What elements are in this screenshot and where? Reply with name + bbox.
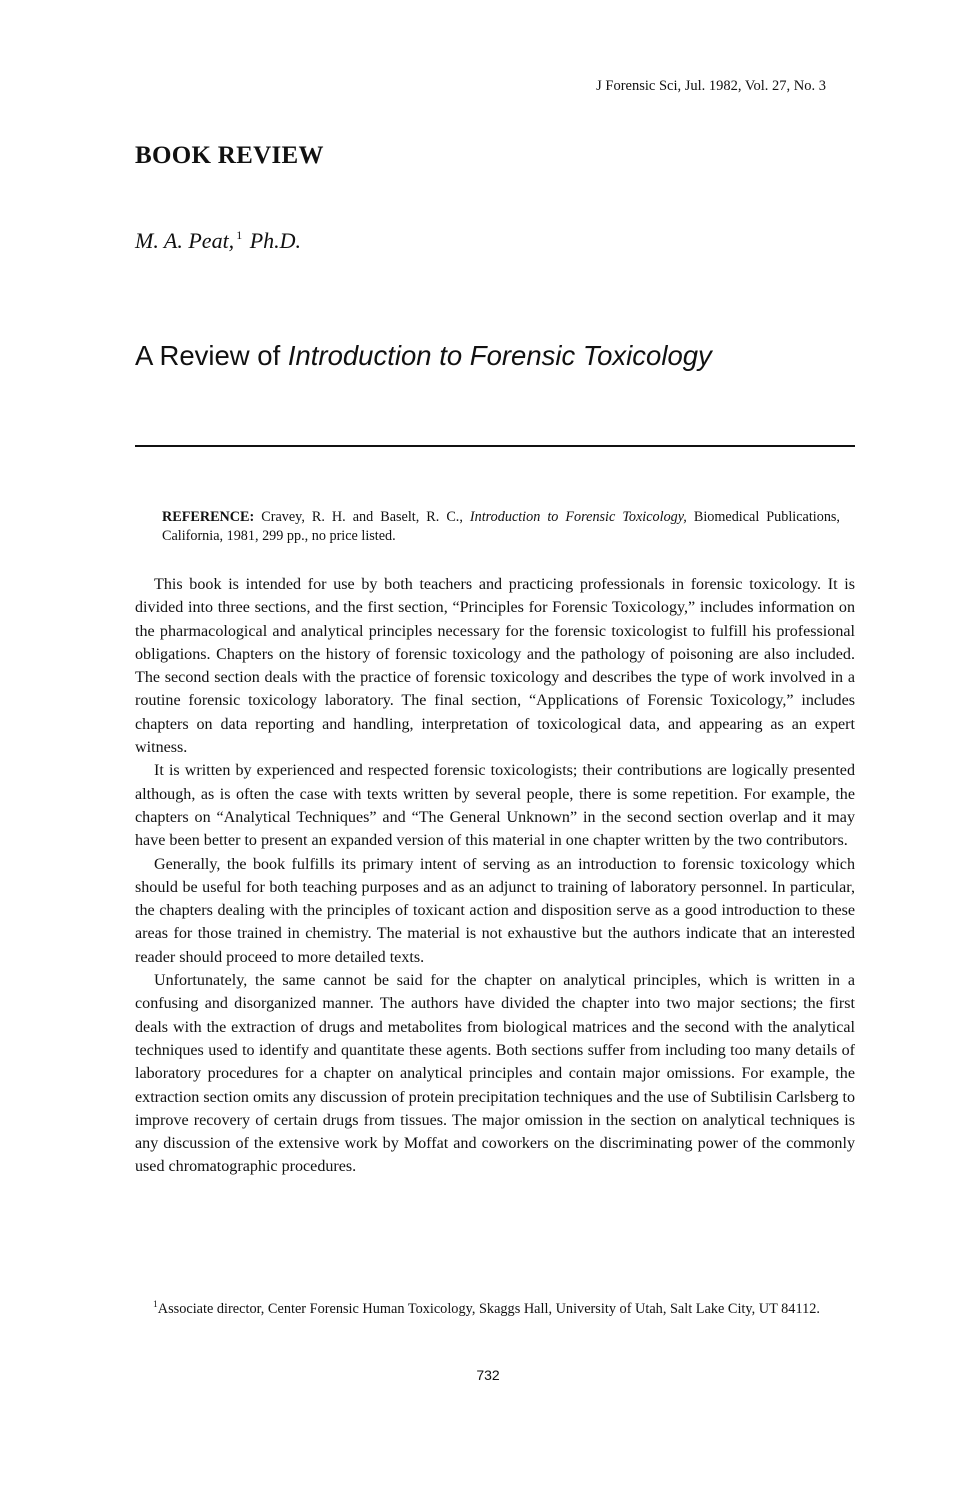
author-degree: Ph.D. xyxy=(249,228,302,253)
author-name: M. A. Peat, xyxy=(135,228,235,253)
reference-book: Introduction to Forensic Toxicology, xyxy=(469,509,687,525)
reference-label: REFERENCE: xyxy=(162,509,255,525)
reference-details: Biomedical Publications, California, 1981, 299 pp., no price listed. xyxy=(162,509,840,544)
page-number: 732 xyxy=(476,1367,500,1383)
author-line xyxy=(135,228,301,254)
title-prefix: A Review of xyxy=(135,340,281,371)
author-footnote-mark: 1 xyxy=(236,228,243,242)
body-paragraph: Unfortunately, the same cannot be said for the chapter on analytical principles, which is written in a confusing and disorganized manner. The authors have divided the chapter into two major sections; the first deals with the extraction of drugs and metabolites from biological matrices and the second with the analytical techniques used to identify and quantitate these agents. Both sections suffer from including too many details of laboratory procedures for a chapter on analytical principles and contain major omissions. For example, the extraction section omits any discussion of protein precipitation techniques and the use of Subtilisin Carlsberg to improve recovery of certain drugs from tissues. The major omission in the section on analytical techniques is any discussion of the extensive work by Moffat and coworkers on the discriminating power of the commonly used chromatographic procedures. xyxy=(135,972,855,1176)
footnote xyxy=(135,1296,855,1319)
footnote-text: Associate director, Center Forensic Human Toxicology, Skaggs Hall, University of Utah, Salt Lake City, UT 84112. xyxy=(157,1300,820,1317)
body-paragraph: This book is intended for use by both teachers and practicing professionals in forensic toxicology. It is divided into three sections, and the first section, “Principles for Forensic Toxicology,” includes information on the pharmacological and analytical principles necessary for the forensic toxicologist to fulfill his professional obligations. Chapters on the history of forensic toxicology and the pathology of poisoning are also included. The second section deals with the practice of forensic toxicology and describes the type of work involved in a routine forensic toxicology laboratory. The final section, “Applications of Forensic Toxicology,” includes chapters on data reporting and handling, interpretation of toxicological data, and appearing as an expert witness. xyxy=(135,576,855,757)
reference-block xyxy=(162,508,840,546)
journal-citation: J Forensic Sci, Jul. 1982, Vol. 27, No. 3 xyxy=(596,78,826,94)
title-book: Introduction to Forensic Toxicology xyxy=(287,340,712,371)
section-label: BOOK REVIEW xyxy=(135,142,324,169)
article-title xyxy=(135,340,712,372)
body-paragraph: Generally, the book fulfills its primary intent of serving as an introduction to forensic toxicology which should be useful for both teaching purposes and as an adjunct to training of laboratory personnel. In particular, the chapters dealing with the principles of toxicant action and disposition serve as a good introduction to these areas for those trained in chemistry. The material is not exhaustive but the authors indicate that an interested reader should proceed to more detailed texts. xyxy=(135,855,855,966)
footnote-mark: 1 xyxy=(153,1300,158,1310)
body-paragraph: It is written by experienced and respected forensic toxicologists; their contributions are logically presented although, as is often the case with texts written by several people, there is some repetition. For example, the chapters on “Analytical Techniques” and “The General Unknown” in the second section overlap and it may have been better to present an expanded version of this material in one chapter written by the two contributors. xyxy=(135,762,855,850)
review-body xyxy=(135,573,855,1179)
reference-authors: Cravey, R. H. and Baselt, R. C., xyxy=(261,509,463,525)
title-divider xyxy=(135,445,855,447)
